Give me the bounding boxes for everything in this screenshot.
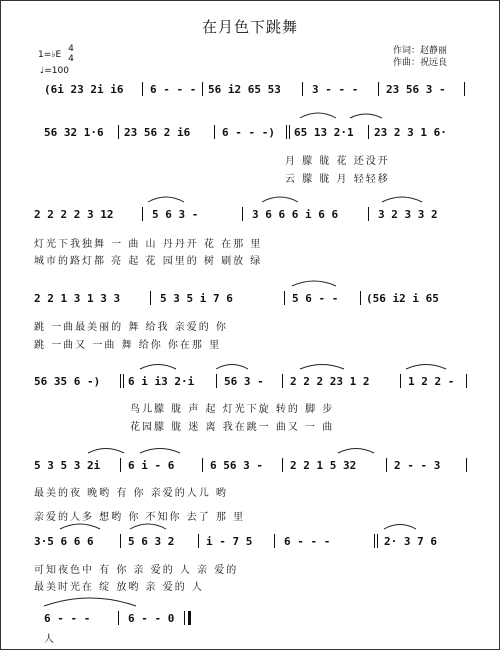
measure: 6 - - -): [222, 126, 275, 139]
measure: 5 3 5 3 2i: [34, 459, 101, 472]
barline: [400, 374, 401, 388]
measure: 65 13 2·1: [294, 126, 354, 139]
measure: 3·5 6 6 6: [34, 535, 94, 548]
barline: [142, 82, 143, 96]
measure: 6 - - -: [284, 535, 331, 548]
measure: 2· 3 7 6: [384, 535, 437, 548]
measure: 5 3 5 i 7 6: [160, 292, 233, 305]
lyric-verse-1: 跳 一曲最美丽的 舞 给我 亲爱的 你: [34, 322, 228, 333]
barline: [284, 291, 285, 305]
measure: 56 35 6 -): [34, 375, 101, 388]
measure: 23 56 3 -: [386, 83, 446, 96]
repeat-barline: [374, 534, 378, 548]
measure: 5 6 3 2: [128, 535, 175, 548]
barline: [464, 82, 465, 96]
lyric-verse-2: 跳 一曲又 一曲 舞 给你 你在那 里: [34, 340, 222, 351]
barline: [242, 207, 243, 221]
measure: 2 2 1 3 1 3 3: [34, 292, 121, 305]
measure: 2 2 2 23 1 2: [290, 375, 370, 388]
barline: [142, 207, 143, 221]
measure: 23 56 2 i6: [124, 126, 191, 139]
measure: 6 56 3 -: [210, 459, 263, 472]
barline: [360, 291, 361, 305]
measure: 6 i - 6: [128, 459, 175, 472]
measure: (56 i2 i 65: [366, 292, 439, 305]
barline: [202, 82, 203, 96]
credits-block: [393, 45, 447, 69]
barline: [274, 534, 275, 548]
lyric-verse-2: 花园朦 胧 迷 离 我在跳一 曲又 一 曲: [130, 422, 335, 433]
lyric-verse-2: 城市的路灯都 亮 起 花 园里的 树 刷放 绿: [34, 256, 263, 267]
barline: [120, 458, 121, 472]
measure: 56 3 -: [224, 375, 264, 388]
measure: 3 6 6 6 i 6 6: [252, 208, 339, 221]
measure: 2 2 1 5 32: [290, 459, 357, 472]
tempo-marking: ♩=100: [40, 66, 69, 76]
barline: [466, 458, 467, 472]
final-barline: [184, 611, 191, 625]
barline: [118, 611, 119, 625]
lyric-verse-2: 云 朦 胧 月 轻轻移: [285, 174, 390, 185]
measure: 5 6 3 -: [152, 208, 199, 221]
repeat-barline: [120, 374, 124, 388]
measure: 56 i2 65 53: [208, 83, 281, 96]
measure: 2 - - 3: [394, 459, 441, 472]
key-signature: 1=♭E: [38, 50, 62, 60]
measure: 6 - - -: [44, 612, 91, 625]
barline: [150, 291, 151, 305]
barline: [378, 82, 379, 96]
measure: 3 2 3 3 2: [378, 208, 438, 221]
barline: [282, 458, 283, 472]
measure: 2 2 2 2 3 12: [34, 208, 114, 221]
repeat-barline: [286, 125, 290, 139]
time-signature-bottom: 4: [68, 54, 74, 64]
measure: 56 32 1·6: [44, 126, 104, 139]
measure: 23 2 3 1 6·: [374, 126, 447, 139]
lyric-verse-1: 最美的夜 晚哟 有 你 亲爱的人儿 哟: [34, 488, 228, 499]
barline: [118, 125, 119, 139]
measure: (6i 23 2i i6: [44, 83, 124, 96]
barline: [120, 534, 121, 548]
measure: 6 i i3 2·i: [128, 375, 195, 388]
measure: 6 - - -: [150, 83, 197, 96]
song-title: 在月色下跳舞: [201, 18, 298, 36]
lyric-verse-2: 最美时光在 绽 放哟 亲 爱的 人: [34, 582, 204, 593]
barline: [216, 374, 217, 388]
composer-credit: 作曲：祝远良: [393, 58, 448, 68]
barline: [368, 207, 369, 221]
barline: [202, 458, 203, 472]
lyric-verse-1: 人: [44, 634, 56, 645]
barline: [302, 82, 303, 96]
barline: [198, 534, 199, 548]
measure: 1 2 2 -: [408, 375, 455, 388]
lyric-verse-1: 月 朦 胧 花 还没开: [285, 156, 390, 167]
barline: [466, 374, 467, 388]
lyric-verse-1: 灯光下我独舞 一 曲 山 丹丹开 花 在那 里: [34, 239, 263, 250]
measure: 3 - - -: [312, 83, 359, 96]
barline: [282, 374, 283, 388]
lyricist-credit: 作词：赵静丽: [393, 46, 448, 56]
measure: 6 - - 0: [128, 612, 175, 625]
measure: i - 7 5: [206, 535, 253, 548]
lyric-verse-1: 鸟儿朦 胧 声 起 灯光下旋 转的 脚 步: [130, 404, 335, 415]
barline: [368, 125, 369, 139]
barline: [386, 458, 387, 472]
lyric-verse-2: 亲爱的人多 想哟 你 不知你 去了 那 里: [34, 512, 246, 523]
time-signature-top: 4: [68, 44, 74, 54]
measure: 5 6 - -: [292, 292, 339, 305]
barline: [214, 125, 215, 139]
lyric-verse-1: 可知夜色中 有 你 亲 爱的 人 亲 爱的: [34, 565, 239, 576]
